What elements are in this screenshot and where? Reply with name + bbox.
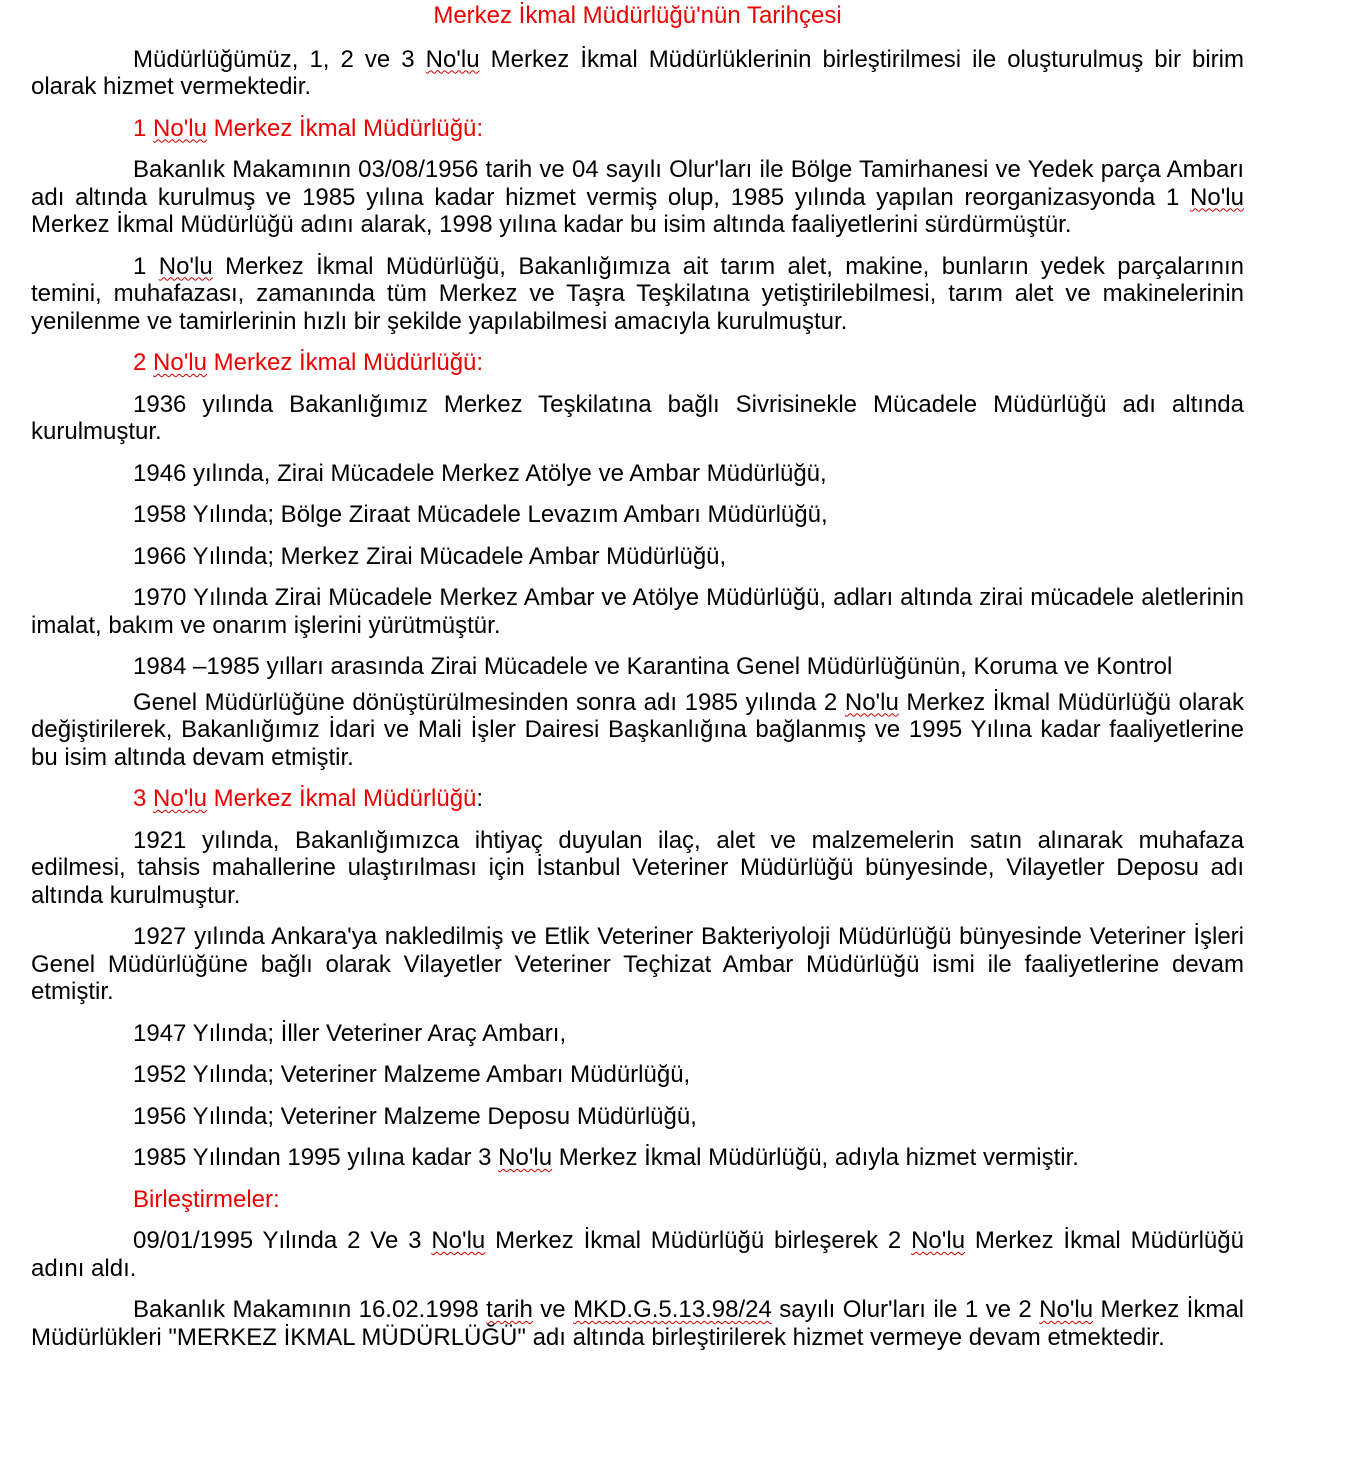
- section3-paragraph-1: 1921 yılında, Bakanlığımızca ihtiyaç duyulan ilaç, alet ve malzemelerin satın alınarak muhafaza edilmesi, tahsis mahallerine ulaştırılması için İstanbul Veteriner Müdürlüğü bünyesinde, Vilayetler Deposu adı altında kurulmuştur.: [31, 826, 1244, 909]
- spell-marked-word: No'lu: [153, 114, 207, 142]
- section1-heading-number: 1: [133, 114, 154, 142]
- paragraph-text: Merkez İkmal Müdürlüğü adını alarak, 1998 yılına kadar bu isim altında faaliyetlerini sürdürmüştür.: [31, 211, 1072, 238]
- paragraph-text: Merkez İkmal Müdürlüğü olarak değiştirilerek, Bakanlığımız İdari ve Mali İşler Dairesi Başkanlığına bağlanmış ve 1995 Yılına kadar faaliyetlerine bu isim altında devam etmiştir.: [31, 688, 1244, 771]
- section2-paragraph-5: 1970 Yılında Zirai Mücadele Merkez Ambar ve Atölye Müdürlüğü, adları altında zirai mücadele aletlerinin imalat, bakım ve onarım işlerini yürütmüştür.: [31, 584, 1244, 639]
- spell-marked-word: No'lu: [498, 1144, 553, 1171]
- intro-text-start: Müdürlüğümüz, 1, 2 ve 3: [133, 45, 426, 73]
- spell-marked-word: tarih: [486, 1296, 533, 1323]
- section3-paragraph-6: [31, 1144, 1244, 1172]
- paragraph-text: Bakanlık Makamının 03/08/1956 tarih ve 04 sayılı Olur'ları ile Bölge Tamirhanesi ve Yedek parça Ambarı adı altında kurulmuş ve 1985 yılına kadar hizmet vermiş olup, 1985 yılında yapılan reorganizasyonda 1: [31, 156, 1244, 211]
- merger-heading: Birleştirmeler:: [133, 1185, 280, 1213]
- section3-heading-colon: :: [476, 785, 484, 812]
- paragraph-text: 1: [133, 252, 159, 280]
- document-title: Merkez İkmal Müdürlüğü'nün Tarihçesi: [433, 2, 842, 29]
- section3-paragraph-2: 1927 yılında Ankara'ya nakledilmiş ve Etlik Veteriner Bakteriyoloji Müdürlüğü bünyesinde Veteriner İşleri Genel Müdürlüğüne bağlı olarak Vilayetler Veteriner Teçhizat Ambar Müdürlüğü ismi ile faaliyetlerine devam etmiştir.: [31, 923, 1244, 1005]
- paragraph-text: Merkez İkmal Müdürlükleri "MERKEZ İKMAL MÜDÜRLÜĞÜ" adı altında birleştirilerek hizmet vermeye devam etmektedir.: [31, 1296, 1244, 1351]
- paragraph-text: sayılı Olur'ları ile 1 ve 2: [771, 1296, 1040, 1323]
- paragraph-text: ve: [532, 1296, 574, 1323]
- spell-marked-word: No'lu: [153, 349, 207, 376]
- spell-marked-word: MKD.G.5.13.98/24: [573, 1296, 772, 1323]
- merger-paragraph-2: [31, 1296, 1244, 1351]
- document-page: [31, 0, 1244, 1351]
- spell-marked-word: No'lu: [425, 45, 480, 73]
- intro-paragraph: [31, 46, 1244, 101]
- paragraph-text: Merkez İkmal Müdürlüğü, Bakanlığımıza ait tarım alet, makine, bunların yedek parçalarının temini, muhafazası, zamanında tüm Merkez ve Taşra Teşkilatına yetiştirilebilmesi, tarım alet ve makinelerinin yenilenme ve tamirlerinin hızlı bir şekilde yapılabilmesi amacıyla kurulmuştur.: [31, 252, 1245, 335]
- paragraph-text: 1985 Yılından 1995 yılına kadar 3: [133, 1144, 499, 1171]
- section2-paragraph-1: 1936 yılında Bakanlığımız Merkez Teşkilatına bağlı Sivrisinekle Mücadele Müdürlüğü adı altında kurulmuştur.: [31, 390, 1244, 445]
- section1-heading: [31, 115, 1244, 143]
- section3-paragraph-4: 1952 Yılında; Veteriner Malzeme Ambarı Müdürlüğü,: [133, 1061, 691, 1088]
- paragraph-text: Merkez İkmal Müdürlüğü adını aldı.: [31, 1227, 1244, 1282]
- spell-marked-word: No'lu: [153, 785, 207, 812]
- section3-paragraph-5: 1956 Yılında; Veteriner Malzeme Deposu Müdürlüğü,: [133, 1102, 697, 1130]
- merger-paragraph-1: [31, 1227, 1244, 1282]
- section2-heading: [31, 349, 1244, 377]
- paragraph-text: Merkez İkmal Müdürlüğü, adıyla hizmet vermiştir.: [552, 1144, 1079, 1171]
- section1-paragraph-2: [31, 253, 1244, 336]
- section2-paragraph-2: 1946 yılında, Zirai Mücadele Merkez Atölye ve Ambar Müdürlüğü,: [133, 459, 827, 487]
- spell-marked-word: No'lu: [844, 688, 899, 716]
- section1-heading-text: Merkez İkmal Müdürlüğü:: [206, 114, 484, 142]
- paragraph-text: Bakanlık Makamının 16.02.1998: [133, 1296, 487, 1323]
- spell-marked-word: No'lu: [431, 1227, 486, 1254]
- section3-paragraph-3: 1947 Yılında; İller Veteriner Araç Ambarı,: [133, 1019, 567, 1047]
- section3-heading: [31, 785, 1244, 813]
- section2-paragraph-7: [31, 689, 1244, 772]
- section3-heading-text: Merkez İkmal Müdürlüğü: [206, 785, 477, 812]
- section3-heading-number: 3: [133, 785, 154, 812]
- paragraph-text: Genel Müdürlüğüne dönüştürülmesinden sonra adı 1985 yılında 2: [133, 688, 845, 716]
- paragraph-text: 09/01/1995 Yılında 2 Ve 3: [133, 1227, 432, 1254]
- section2-heading-number: 2: [133, 349, 154, 376]
- intro-text-end: Merkez İkmal Müdürlüklerinin birleştirilmesi ile oluşturulmuş bir birim olarak hizmet vermektedir.: [31, 45, 1244, 100]
- spell-marked-word: No'lu: [1039, 1296, 1094, 1323]
- spell-marked-word: No'lu: [911, 1227, 966, 1254]
- spell-marked-word: No'lu: [1190, 183, 1244, 211]
- section2-paragraph-3: 1958 Yılında; Bölge Ziraat Mücadele Levazım Ambarı Müdürlüğü,: [133, 501, 828, 528]
- spell-marked-word: No'lu: [158, 252, 213, 280]
- paragraph-text: Merkez İkmal Müdürlüğü birleşerek 2: [485, 1227, 912, 1254]
- section1-paragraph-1: [31, 156, 1244, 239]
- section2-paragraph-4: 1966 Yılında; Merkez Zirai Mücadele Ambar Müdürlüğü,: [133, 542, 727, 570]
- section2-heading-text: Merkez İkmal Müdürlüğü:: [206, 349, 484, 376]
- section2-paragraph-6: 1984 –1985 yılları arasında Zirai Mücadele ve Karantina Genel Müdürlüğünün, Koruma ve Kontrol: [133, 653, 1173, 680]
